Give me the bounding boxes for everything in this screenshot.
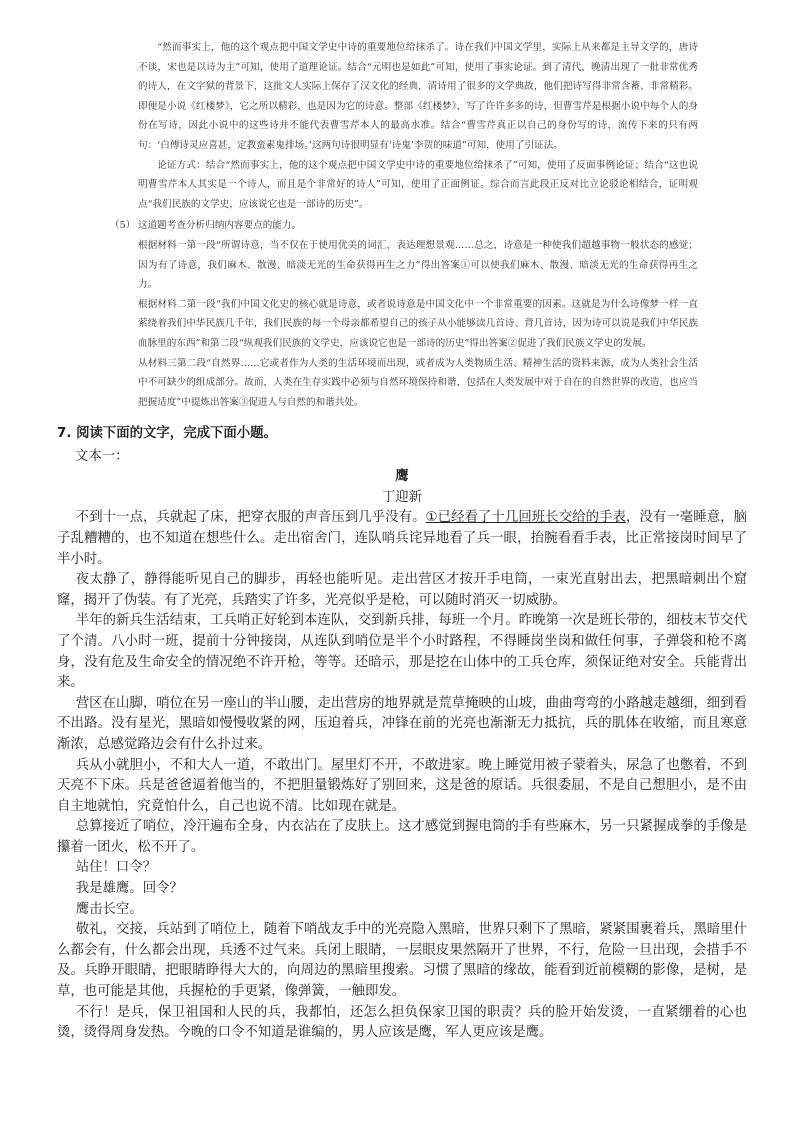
underlined-sentence: ①已经看了十几回班长交给的手表 [425,510,626,526]
article-author: 丁迎新 [381,489,423,505]
answer-analysis-section [110,38,698,412]
q5-text: 这道题考查分析归纳内容要点的能力。 [138,220,302,232]
article-paragraph: 营区在山脚，哨位在另一座山的半山腰，走出营房的地界就是荒草掩映的山坡，曲曲弯弯的小路越走越细，细到看不出路。没有星光，黑暗如慢慢收紧的网，压迫着兵，冲锋在前的光亮也渐渐无力抵抗，兵的肌体在收缩，而且寒意渐浓，总感觉路边会有什么扑过来。 [57,695,747,752]
analysis-paragraph: 根据材料二第一段“我们中国文化史的核心就是诗意，或者说诗意是中国文化中一个非常重要的因素。这就是为什么诗像梦一样一直萦绕着我们中华民族几千年，我们民族的每一个母亲都希望自己的孩子从小能够读几首诗、背几首诗，因为诗可以说是我们中华民族血脉里的东西”和第二段“纵观我们民族的文学史，应该说它也是一部诗的历史”得出答案②促进了我们民族文学史的发展。 [138,298,698,349]
article-paragraph: 不到十一点，兵就起了床，把穿衣服的声音压到几乎没有。①已经看了十几回班长交给的手表，没有一毫睡意，脑子乱糟糟的，也不知道在想些什么。走出宿舍门，连队哨兵诧异地看了兵一眼，抬腕看看手表，比正常接岗时间早了半小时。 [57,510,747,567]
analysis-paragraph: “然而事实上，他的这个观点把中国文学史中诗的重要地位给抹杀了。诗在我们中国文学里，实际上从来都是主导文学的，唐诗不谈，宋也是以诗为主”可知，使用了道理论证。结合“元明也是如此”可知，使用了事实论证。到了清代，晚清出现了一批非常优秀的诗人，在文字狱的背景下，这批文人实际上保存了汉文化的经典，清诗用了很多的文学典故，他们把诗写得非常含蓄、非常精彩。即便是小说《红楼梦》，它之所以精彩，也是因为它的诗意。整部《红楼梦》，写了许许多多的诗，但曹雪芹是根据小说中每个人的身份在写诗，因此小说中的这些诗并不能代表曹雪芹本人的最高水准。结合“曹雪芹真正以自己的身份写的诗，流传下来的只有两句：‘白傅诗灵应喜甚，定教蛮素鬼排场。’这两句诗很明显有‘诗鬼’李贺的味道”可知，使用了引证法。 [138,42,698,151]
article-paragraph: 兵从小就胆小，不和大人一道，不敢出门。屋里灯不开，不敢进家。晚上睡觉用被子蒙着头，尿急了也憋着，不到天亮不下床。兵是爸爸逼着他当的，不把胆量锻炼好了别回来，这是爸的原话。兵很委屈，不是自己想胆小，是不由自主地就怕，究竟怕什么，自己也说不清。比如现在就是。 [57,757,747,814]
article-paragraph: 敬礼，交接，兵站到了哨位上，随着下哨战友手中的光亮隐入黑暗，世界只剩下了黑暗，紧紧围裹着兵，黑暗里什么都会有，什么都会出现，兵透不过气来。兵闭上眼睛，一层眼皮果然隔开了世界，不行，危险一旦出现，会措手不及。兵睁开眼睛，把眼睛睁得大大的，向周边的黑暗里搜索。习惯了黑暗的缘故，能看到近前模糊的影像，是树，是草，也可能是其他，兵握枪的手更紧，像弹簧，一触即发。 [57,922,747,1000]
analysis-paragraph: 论证方式：结合“然而事实上，他的这个观点把中国文学史中诗的重要地位给抹杀了”可知，使用了反面事例论证；结合“这也说明曹雪芹本人其实是一个诗人，而且是个非常好的诗人”可知，使用了正面例证。综合而言此段正反对比立论驳论相结合，证明观点“我们民族的文学史，应该说它也是一部诗的历史”。 [138,159,698,210]
article-paragraph: 夜太静了，静得能听见自己的脚步，再轻也能听见。走出营区才按开手电筒，一束光直射出去，把黑暗刺出个窟窿，揭开了伪装。有了光亮，兵踏实了许多，光亮似乎是枪，可以随时消灭一切威胁。 [57,572,747,608]
analysis-paragraph: 根据材料一第一段“所谓诗意，当不仅在于使用优美的词汇，表达理想景观……总之，诗意是一种使我们超越事物一般状态的感觉；因为有了诗意，我们麻木、散漫、暗淡无光的生命获得再生之力”得出答案①可以使我们麻木、散漫、暗淡无光的生命获得再生之力。 [138,239,698,291]
reading-question [57,424,747,1044]
q5-number: （5） [110,220,136,232]
analysis-paragraph: 从材料三第二段“自然界……它或者作为人类的生活环境而出现，或者成为人类物质生活、精神生活的资料来源，成为人类社会生活中不可缺少的组成部分。故而，人类在生存实践中必须与自然环境保持和谐，包括在人类发展中对于自在的自然世界的改造，也应当把握适度”中提炼出答案③促进人与自然的和谐共处。 [138,357,698,408]
q5-explanation [110,216,698,236]
text-source-label: 文本一： [75,448,129,464]
article-paragraph: 鹰击长空。 [75,901,143,917]
article-paragraph: 不行！是兵，保卫祖国和人民的兵，我都怕，还怎么担负保家卫国的职责？兵的脸开始发烫，一直紧绷着的心也烫，烫得周身发热。今晚的口令不知道是谁编的，男人应该是鹰，军人更应该是鹰。 [57,1004,747,1041]
article-paragraph: 半年的新兵生活结束，工兵哨正好轮到本连队，交到新兵排，每班一个月。昨晚第一次是班长带的，细枝末节交代了个清。八小时一班，提前十分钟接岗，从连队到哨位是半个小时路程，不得睡岗坐岗和做任何事，子弹袋和枪不离身，没有危及生命安全的情况绝不许开枪，等等。还暗示，那是挖在山体中的工兵仓库，须保证绝对安全。兵能背出来。 [57,613,747,691]
question-heading: 7. 阅读下面的文字，完成下面小题。 [57,426,277,441]
article-title: 鹰 [395,469,409,485]
article-paragraph: 我是雄鹰。回令？ [75,881,183,897]
article-paragraph: 站住！口令？ [75,860,157,876]
article-paragraph: 总算接近了哨位，冷汗遍布全身，内衣沾在了皮肤上。这才感觉到握电筒的手有些麻木，另一只紧握成拳的手像是攥着一团火，松不开了。 [57,819,747,855]
